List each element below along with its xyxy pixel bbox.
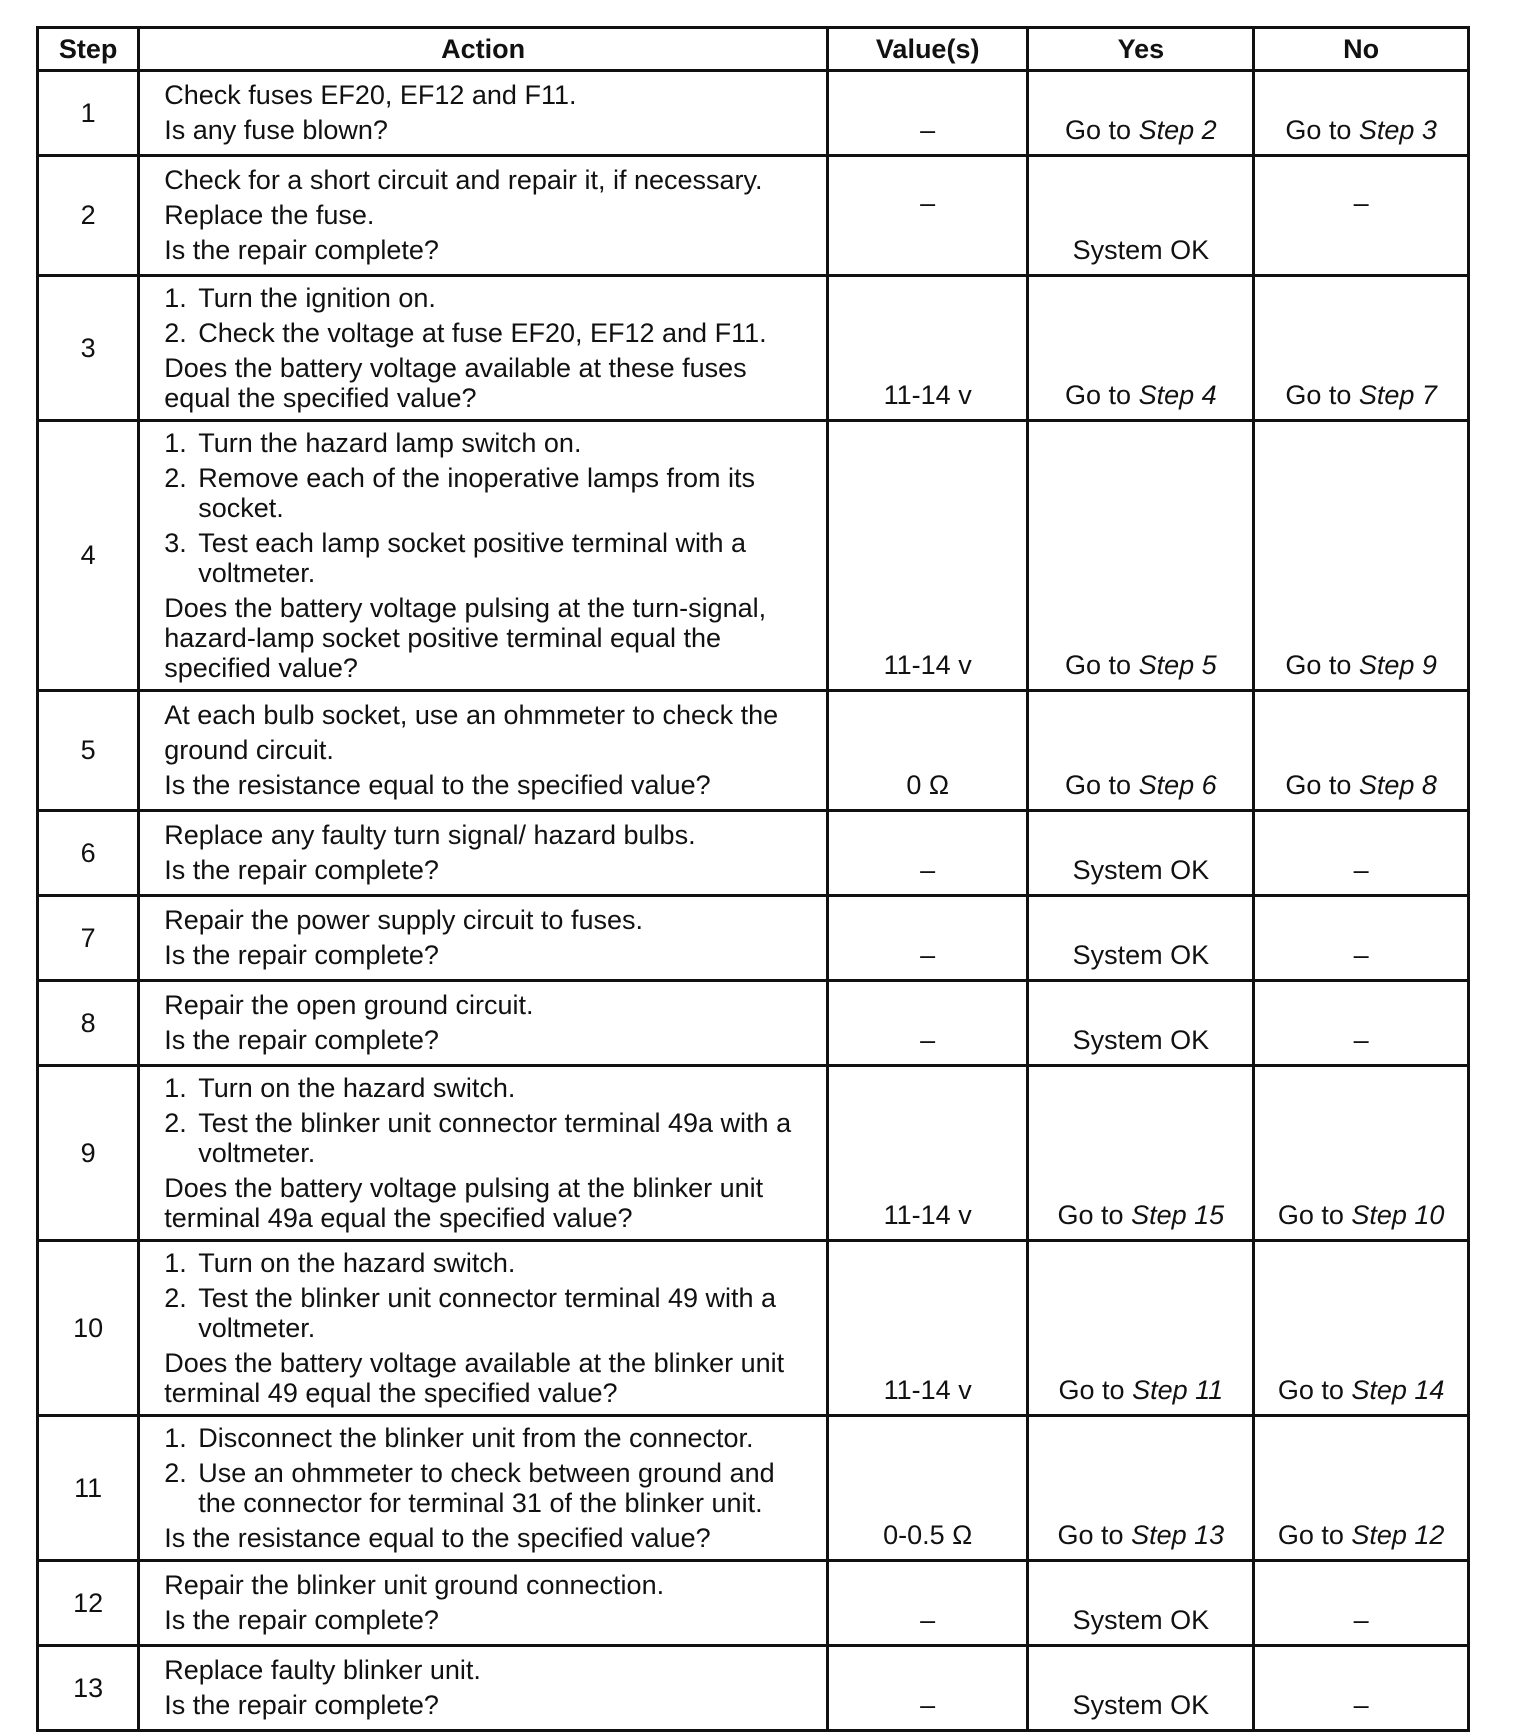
action-step-line xyxy=(164,1108,816,1168)
action-text: Is the resistance equal to the specified value? xyxy=(164,770,711,800)
no-result: – xyxy=(1353,1025,1369,1055)
no-cell xyxy=(1254,421,1469,691)
action-step-text: Test each lamp socket positive terminal with a voltmeter. xyxy=(198,528,747,588)
no-cell xyxy=(1254,1416,1469,1561)
step-number: 3 xyxy=(38,276,139,421)
table-row xyxy=(38,421,1469,691)
action-step-number: 1. xyxy=(164,1248,187,1278)
value-cell: – xyxy=(827,896,1028,981)
action-step-line xyxy=(164,428,816,458)
action-step-text: Turn the hazard lamp switch on. xyxy=(198,428,582,458)
action-step-number: 2. xyxy=(164,318,187,348)
yes-cell xyxy=(1028,156,1254,276)
yes-result: System OK xyxy=(1072,855,1210,885)
yes-goto-prefix: Go to xyxy=(1057,1200,1124,1230)
action-step-line xyxy=(164,528,816,588)
no-cell xyxy=(1254,1561,1469,1646)
action-text: Replace faulty blinker unit. xyxy=(164,1655,481,1685)
action-text: Replace the fuse. xyxy=(164,200,375,230)
table-row xyxy=(38,981,1469,1066)
action-cell xyxy=(139,811,828,896)
no-cell xyxy=(1254,896,1469,981)
value-cell: 0-0.5 Ω xyxy=(827,1416,1028,1561)
table-row xyxy=(38,1646,1469,1731)
action-step-text: Check the voltage at fuse EF20, EF12 and F11. xyxy=(198,318,767,348)
no-cell xyxy=(1254,811,1469,896)
action-step-line xyxy=(164,283,816,313)
action-text: Is the repair complete? xyxy=(164,235,439,265)
action-step-line xyxy=(164,1248,816,1278)
value-cell: – xyxy=(827,156,1028,276)
yes-cell xyxy=(1028,691,1254,811)
action-step-line xyxy=(164,318,816,348)
step-number: 6 xyxy=(38,811,139,896)
action-text: At each bulb socket, use an ohmmeter to check the ground circuit. xyxy=(164,700,779,765)
yes-cell xyxy=(1028,1646,1254,1731)
yes-goto-prefix: Go to xyxy=(1057,1520,1124,1550)
action-cell xyxy=(139,1241,828,1416)
yes-cell xyxy=(1028,1416,1254,1561)
yes-goto-prefix: Go to xyxy=(1058,1375,1125,1405)
yes-goto-step: Step 6 xyxy=(1138,770,1217,800)
yes-goto-prefix: Go to xyxy=(1065,380,1132,410)
no-goto-prefix: Go to xyxy=(1277,1375,1344,1405)
yes-cell xyxy=(1028,276,1254,421)
no-result: – xyxy=(1353,1605,1369,1635)
action-text: Is the repair complete? xyxy=(164,1605,439,1635)
action-cell xyxy=(139,421,828,691)
yes-cell xyxy=(1028,1241,1254,1416)
no-goto-step: Step 9 xyxy=(1358,650,1437,680)
no-result: – xyxy=(1353,1690,1369,1720)
action-step-text: Turn on the hazard switch. xyxy=(198,1248,516,1278)
action-text: Is the repair complete? xyxy=(164,855,439,885)
step-number: 11 xyxy=(38,1416,139,1561)
yes-cell xyxy=(1028,1561,1254,1646)
step-number: 13 xyxy=(38,1646,139,1731)
action-text: Repair the power supply circuit to fuses. xyxy=(164,905,643,935)
action-cell xyxy=(139,981,828,1066)
no-goto-step: Step 14 xyxy=(1351,1375,1445,1405)
action-text: Does the battery voltage pulsing at the turn-signal, hazard-lamp socket positive terminal equal the specified value? xyxy=(164,593,767,683)
no-cell xyxy=(1254,691,1469,811)
step-number: 7 xyxy=(38,896,139,981)
step-number: 8 xyxy=(38,981,139,1066)
action-text: Check for a short circuit and repair it, if necessary. xyxy=(164,165,763,195)
action-step-text: Turn the ignition on. xyxy=(198,283,436,313)
yes-goto-prefix: Go to xyxy=(1065,115,1132,145)
yes-cell xyxy=(1028,421,1254,691)
value-cell: 0 Ω xyxy=(827,691,1028,811)
value-cell: 11-14 v xyxy=(827,1241,1028,1416)
action-cell xyxy=(139,1646,828,1731)
header-yes: Yes xyxy=(1028,28,1254,71)
action-cell xyxy=(139,71,828,156)
action-text: Repair the open ground circuit. xyxy=(164,990,534,1020)
header-values: Value(s) xyxy=(827,28,1028,71)
action-step-line xyxy=(164,1458,816,1518)
header-no: No xyxy=(1254,28,1469,71)
yes-result: System OK xyxy=(1072,1690,1210,1720)
no-goto-step: Step 10 xyxy=(1351,1200,1445,1230)
action-step-line xyxy=(164,1283,816,1343)
no-cell xyxy=(1254,1066,1469,1241)
action-step-line xyxy=(164,1423,816,1453)
table-row xyxy=(38,896,1469,981)
yes-goto-prefix: Go to xyxy=(1065,650,1132,680)
action-text: Does the battery voltage available at the blinker unit terminal 49 equal the specified value? xyxy=(164,1348,785,1408)
header-step: Step xyxy=(38,28,139,71)
table-row xyxy=(38,276,1469,421)
action-step-number: 2. xyxy=(164,1283,187,1313)
yes-goto-step: Step 2 xyxy=(1138,115,1217,145)
header-action: Action xyxy=(139,28,828,71)
action-cell xyxy=(139,1561,828,1646)
value-cell: – xyxy=(827,1646,1028,1731)
value-cell: 11-14 v xyxy=(827,1066,1028,1241)
yes-goto-step: Step 13 xyxy=(1131,1520,1225,1550)
action-step-number: 1. xyxy=(164,283,187,313)
action-cell xyxy=(139,1416,828,1561)
yes-result: System OK xyxy=(1072,1025,1210,1055)
step-number: 2 xyxy=(38,156,139,276)
action-step-line xyxy=(164,463,816,523)
action-text: Is the repair complete? xyxy=(164,940,439,970)
action-step-text: Use an ohmmeter to check between ground and the connector for terminal 31 of the blinker unit. xyxy=(198,1458,775,1518)
yes-goto-step: Step 11 xyxy=(1132,1375,1224,1405)
action-step-number: 1. xyxy=(164,1423,187,1453)
step-number: 5 xyxy=(38,691,139,811)
table-row xyxy=(38,1416,1469,1561)
action-step-number: 2. xyxy=(164,1458,187,1488)
no-goto-prefix: Go to xyxy=(1285,115,1352,145)
yes-cell xyxy=(1028,896,1254,981)
step-number: 12 xyxy=(38,1561,139,1646)
step-number: 9 xyxy=(38,1066,139,1241)
no-goto-prefix: Go to xyxy=(1285,650,1352,680)
action-text: Replace any faulty turn signal/ hazard bulbs. xyxy=(164,820,696,850)
yes-goto-step: Step 15 xyxy=(1131,1200,1225,1230)
action-text: Is any fuse blown? xyxy=(164,115,388,145)
yes-result: System OK xyxy=(1072,1605,1210,1635)
action-step-line xyxy=(164,1073,816,1103)
action-text: Does the battery voltage pulsing at the blinker unit terminal 49a equal the specified value? xyxy=(164,1173,764,1233)
no-goto-prefix: Go to xyxy=(1277,1200,1344,1230)
no-result: – xyxy=(1353,188,1369,218)
diagnostic-table xyxy=(36,26,1470,1732)
yes-goto-step: Step 4 xyxy=(1138,380,1217,410)
value-cell: – xyxy=(827,811,1028,896)
action-step-text: Turn on the hazard switch. xyxy=(198,1073,516,1103)
no-cell xyxy=(1254,276,1469,421)
action-text: Is the resistance equal to the specified value? xyxy=(164,1523,711,1553)
no-goto-step: Step 12 xyxy=(1351,1520,1445,1550)
action-text: Check fuses EF20, EF12 and F11. xyxy=(164,80,577,110)
action-cell xyxy=(139,276,828,421)
action-step-number: 2. xyxy=(164,1108,187,1138)
action-step-number: 1. xyxy=(164,1073,187,1103)
action-step-text: Remove each of the inoperative lamps from its socket. xyxy=(198,463,756,523)
no-result: – xyxy=(1353,855,1369,885)
step-number: 4 xyxy=(38,421,139,691)
table-row xyxy=(38,1561,1469,1646)
action-step-number: 3. xyxy=(164,528,187,558)
table-row xyxy=(38,71,1469,156)
action-text: Is the repair complete? xyxy=(164,1025,439,1055)
action-cell xyxy=(139,156,828,276)
value-cell: – xyxy=(827,71,1028,156)
yes-cell xyxy=(1028,1066,1254,1241)
step-number: 10 xyxy=(38,1241,139,1416)
no-goto-prefix: Go to xyxy=(1285,770,1352,800)
action-step-text: Disconnect the blinker unit from the connector. xyxy=(198,1423,754,1453)
no-goto-step: Step 3 xyxy=(1358,115,1437,145)
action-cell xyxy=(139,1066,828,1241)
no-result: – xyxy=(1353,940,1369,970)
table-row xyxy=(38,156,1469,276)
yes-result: System OK xyxy=(1072,940,1210,970)
table-row xyxy=(38,811,1469,896)
no-cell xyxy=(1254,1241,1469,1416)
no-cell xyxy=(1254,1646,1469,1731)
value-cell: 11-14 v xyxy=(827,421,1028,691)
table-row xyxy=(38,1066,1469,1241)
no-cell xyxy=(1254,156,1469,276)
no-cell xyxy=(1254,71,1469,156)
no-goto-prefix: Go to xyxy=(1277,1520,1344,1550)
action-text: Does the battery voltage available at these fuses equal the specified value? xyxy=(164,353,747,413)
value-cell: 11-14 v xyxy=(827,276,1028,421)
value-cell: – xyxy=(827,1561,1028,1646)
yes-cell xyxy=(1028,811,1254,896)
action-cell xyxy=(139,896,828,981)
no-goto-step: Step 8 xyxy=(1358,770,1437,800)
header-row xyxy=(38,28,1469,71)
action-step-text: Test the blinker unit connector terminal 49 with a voltmeter. xyxy=(198,1283,777,1343)
table-row xyxy=(38,691,1469,811)
yes-goto-step: Step 5 xyxy=(1138,650,1217,680)
table-row xyxy=(38,1241,1469,1416)
no-goto-step: Step 7 xyxy=(1358,380,1437,410)
yes-cell xyxy=(1028,981,1254,1066)
action-step-number: 1. xyxy=(164,428,187,458)
yes-result: System OK xyxy=(1072,235,1210,265)
no-cell xyxy=(1254,981,1469,1066)
yes-goto-prefix: Go to xyxy=(1065,770,1132,800)
action-step-text: Test the blinker unit connector terminal 49a with a voltmeter. xyxy=(198,1108,792,1168)
step-number: 1 xyxy=(38,71,139,156)
action-step-number: 2. xyxy=(164,463,187,493)
yes-cell xyxy=(1028,71,1254,156)
action-text: Is the repair complete? xyxy=(164,1690,439,1720)
action-cell xyxy=(139,691,828,811)
no-goto-prefix: Go to xyxy=(1285,380,1352,410)
value-cell: – xyxy=(827,981,1028,1066)
action-text: Repair the blinker unit ground connection. xyxy=(164,1570,665,1600)
